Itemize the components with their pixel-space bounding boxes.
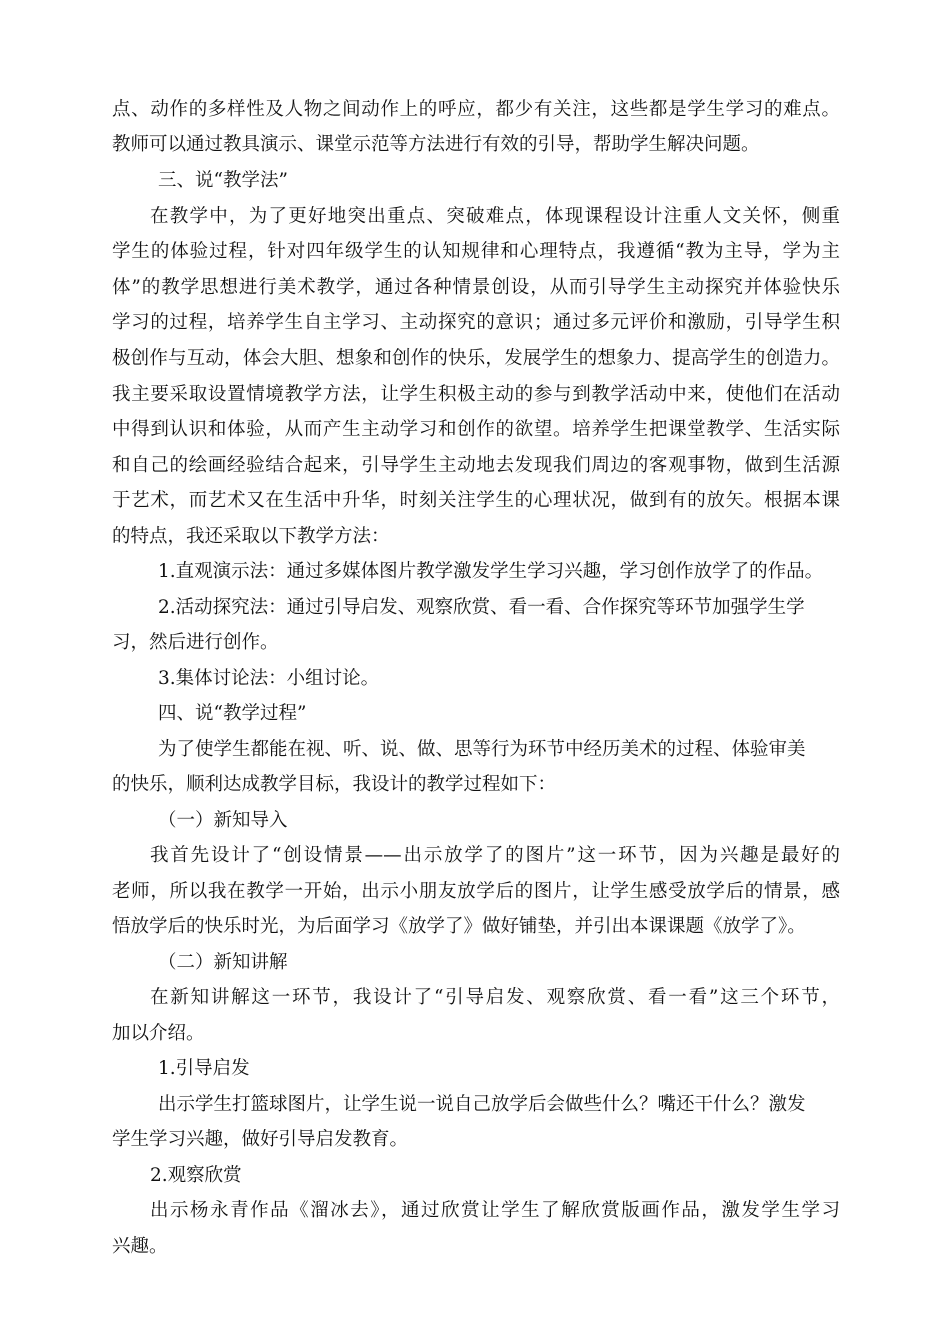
text-line: 出示杨永青作品《溜冰去》，通过欣赏让学生了解欣赏版画作品，激发学生学习 xyxy=(150,1200,840,1221)
text-line: 为了使学生都能在视、听、说、做、思等行为环节中经历美术的过程、体验审美 xyxy=(158,739,806,760)
text-line: 体”的教学思想进行美术教学，通过各种情景创设，从而引导学生主动探究并体验快乐 xyxy=(112,277,840,298)
text-line: 学生的体验过程，针对四年级学生的认知规律和心理特点，我遵循“教为主导，学为主 xyxy=(112,241,840,262)
text-line: 学生学习兴趣，做好引导启发教育。 xyxy=(112,1129,409,1150)
section-heading: 三、说“教学法” xyxy=(158,170,288,191)
text-line: 教师可以通过教具演示、课堂示范等方法进行有效的引导，帮助学生解决问题。 xyxy=(112,134,760,155)
list-item: 1.直观演示法：通过多媒体图片教学激发学生学习兴趣，学习创作放学了的作品。 xyxy=(158,561,824,582)
text-line: 和自己的绘画经验结合起来，引导学生主动地去发现我们周边的客观事物，做到生活源 xyxy=(112,455,840,476)
list-item: 2.观察欣赏 xyxy=(150,1165,242,1186)
subsection-heading: （一）新知导入 xyxy=(158,810,288,831)
text-line: 我首先设计了“创设情景——出示放学了的图片”这一环节，因为兴趣是最好的 xyxy=(150,845,840,866)
text-line: 习，然后进行创作。 xyxy=(112,632,279,653)
list-item: 3.集体讨论法：小组讨论。 xyxy=(158,668,380,689)
subsection-heading: （二）新知讲解 xyxy=(158,952,288,973)
text-line: 悟放学后的快乐时光，为后面学习《放学了》做好铺垫，并引出本课课题《放学了》。 xyxy=(112,916,806,937)
section-heading: 四、说“教学过程” xyxy=(158,703,307,724)
text-line: 极创作与互动，体会大胆、想象和创作的快乐，发展学生的想象力、提高学生的创造力。 xyxy=(112,348,840,369)
text-line: 出示学生打篮球图片，让学生说一说自己放学后会做些什么？嘴还干什么？激发 xyxy=(158,1094,806,1115)
list-item: 1.引导启发 xyxy=(158,1058,250,1079)
text-line: 的快乐，顺利达成教学目标，我设计的教学过程如下： xyxy=(112,774,557,795)
text-line: 在新知讲解这一环节，我设计了“引导启发、观察欣赏、看一看”这三个环节， xyxy=(150,987,840,1008)
text-line: 学习的过程，培养学生自主学习、主动探究的意识；通过多元评价和激励，引导学生积 xyxy=(112,312,840,333)
text-line: 在教学中，为了更好地突出重点、突破难点，体现课程设计注重人文关怀，侧重 xyxy=(150,206,840,227)
list-item: 2.活动探究法：通过引导启发、观察欣赏、看一看、合作探究等环节加强学生学 xyxy=(158,597,805,618)
text-line: 我主要采取设置情境教学方法，让学生积极主动的参与到教学活动中来，使他们在活动 xyxy=(112,384,840,405)
text-line: 中得到认识和体验，从而产生主动学习和创作的欲望。培养学生把课堂教学、生活实际 xyxy=(112,419,840,440)
text-line: 加以介绍。 xyxy=(112,1023,205,1044)
text-line: 的特点，我还采取以下教学方法： xyxy=(112,526,390,547)
text-line: 老师，所以我在教学一开始，出示小朋友放学后的图片，让学生感受放学后的情景，感 xyxy=(112,881,840,902)
text-line: 于艺术，而艺术又在生活中升华，时刻关注学生的心理状况，做到有的放矢。根据本课 xyxy=(112,490,840,511)
text-line: 兴趣。 xyxy=(112,1236,168,1257)
text-line: 点、动作的多样性及人物之间动作上的呼应，都少有关注，这些都是学生学习的难点。 xyxy=(112,99,840,120)
